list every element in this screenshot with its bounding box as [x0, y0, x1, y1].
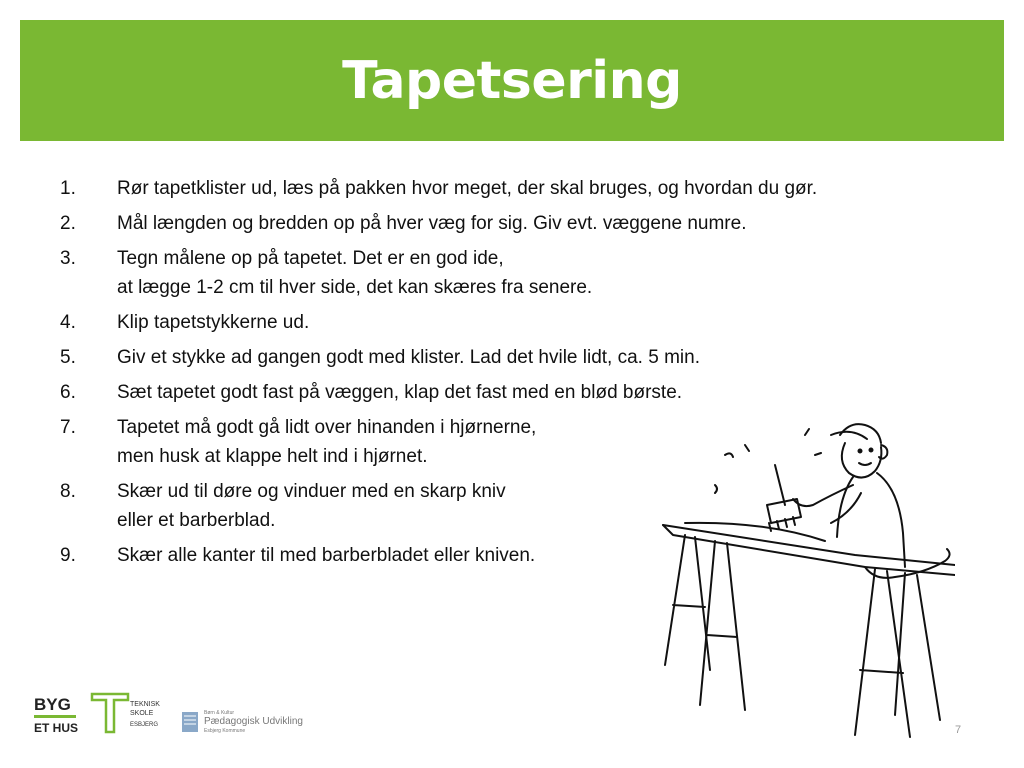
step-line: Rør tapetklister ud, læs på pakken hvor meget, der skal bruges, og hvordan du gør.: [117, 178, 818, 199]
byg-logo-bottom: ET HUS: [34, 721, 79, 735]
step-line: Sæt tapetet godt fast på væggen, klap det fast med en blød børste.: [117, 382, 683, 403]
list-item: [60, 378, 990, 407]
list-item: [60, 308, 990, 337]
step-number: 1.: [60, 178, 76, 199]
paedagogisk-small: Børn & Kultur: [204, 710, 235, 716]
list-item: [60, 209, 990, 238]
step-number: 6.: [60, 382, 76, 403]
step-line: Mål længden og bredden op på hver væg for sig. Giv evt. væggene numre.: [117, 213, 747, 234]
step-line: eller et barberblad.: [117, 510, 276, 531]
step-text: [117, 343, 990, 372]
step-line: men husk at klappe helt ind i hjørnet.: [117, 446, 428, 467]
step-number: 7.: [60, 417, 76, 438]
list-item: [60, 174, 990, 203]
teknisk-line2: SKOLE: [130, 710, 154, 717]
step-number: 9.: [60, 545, 76, 566]
step-line: Tapetet må godt gå lidt over hinanden i hjørnerne,: [117, 417, 537, 438]
wallpapering-illustration: [655, 415, 955, 745]
step-text: [117, 244, 990, 302]
slide-title: Tapetsering: [342, 50, 682, 111]
step-line: at lægge 1-2 cm til hver side, det kan skæres fra senere.: [117, 277, 593, 298]
teknisk-line1: TEKNISK: [130, 701, 160, 708]
step-number: 4.: [60, 312, 76, 333]
paedagogisk-sub: Esbjerg Kommune: [204, 728, 246, 734]
step-line: Klip tapetstykkerne ud.: [117, 312, 310, 333]
step-line: Skær ud til døre og vinduer med en skarp kniv: [117, 481, 506, 502]
step-line: Skær alle kanter til med barberbladet eller kniven.: [117, 545, 536, 566]
step-text: [117, 378, 990, 407]
step-line: Giv et stykke ad gangen godt med klister. Lad det hvile lidt, ca. 5 min.: [117, 347, 700, 368]
list-item: [60, 244, 990, 302]
teknisk-line3: ESBJERG: [130, 722, 159, 728]
byg-logo-top: BYG: [34, 695, 71, 714]
step-text: [117, 174, 990, 203]
teknisk-skole-logo: [92, 694, 160, 732]
byg-et-hus-logo: [34, 695, 78, 735]
step-text: [117, 209, 990, 238]
page-number: 7: [955, 724, 962, 736]
paedagogisk-udvikling-logo: [182, 710, 303, 734]
step-line: Tegn målene op på tapetet. Det er en god ide,: [117, 248, 504, 269]
paedagogisk-main: Pædagogisk Udvikling: [204, 716, 303, 727]
step-number: 5.: [60, 347, 76, 368]
step-number: 2.: [60, 213, 76, 234]
list-item: [60, 343, 990, 372]
title-bar: [20, 20, 1004, 141]
step-text: [117, 308, 990, 337]
footer-logos: [32, 690, 332, 740]
step-number: 3.: [60, 248, 76, 269]
step-number: 8.: [60, 481, 76, 502]
